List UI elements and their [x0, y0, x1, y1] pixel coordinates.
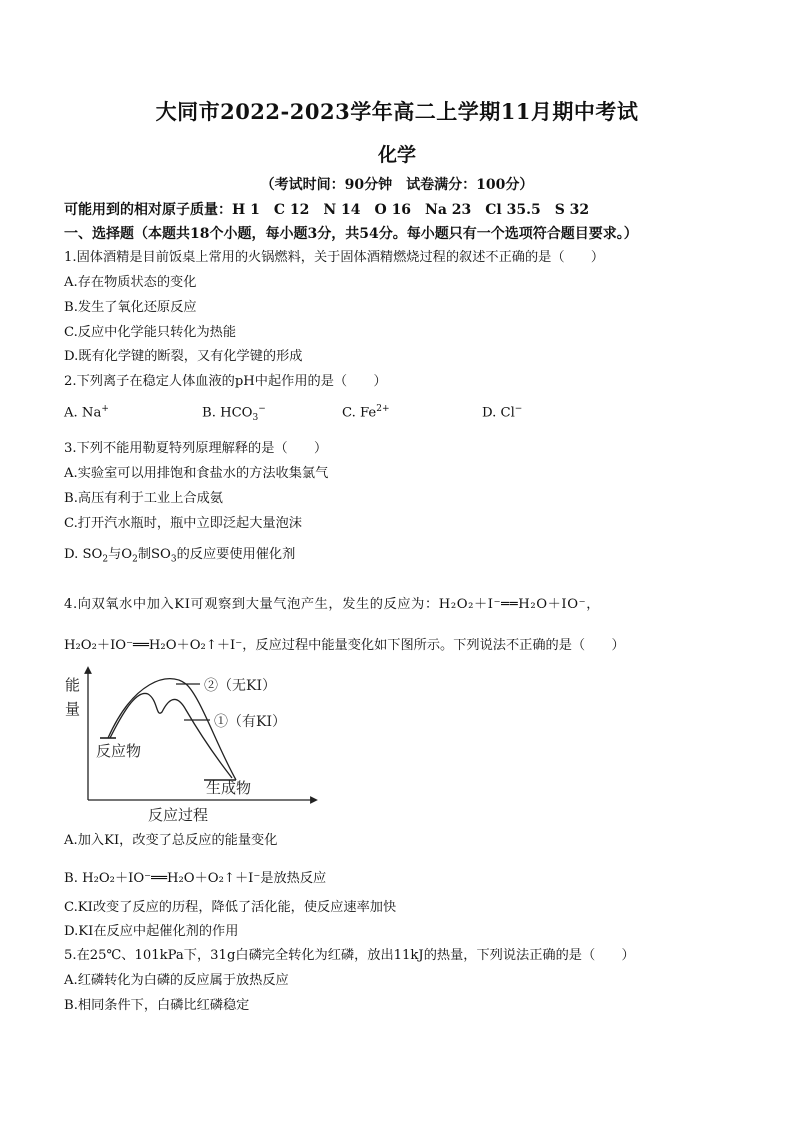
- curve1-label: ①（有KI）: [214, 714, 286, 730]
- q3-option-c: C.打开汽水瓶时，瓶中立即泛起大量泡沫: [64, 516, 302, 531]
- q2-stem: 2.下列离子在稳定人体血液的pH中起作用的是（ ）: [64, 374, 387, 389]
- curve-with-ki: [110, 693, 232, 778]
- product-label: 生成物: [206, 779, 252, 797]
- q4-option-d: D.KI在反应中起催化剂的作用: [64, 924, 239, 939]
- q4-stem-line1: 4.向双氧水中加入KI可观察到大量气泡产生，发生的反应为：H₂O₂＋I⁻══H₂O＋IO⁻，: [64, 597, 601, 612]
- q1-option-b: B.发生了氧化还原反应: [64, 300, 197, 315]
- x-axis-label: 反应过程: [148, 806, 209, 824]
- q2-option-b: B. $HCO_3^-$: [202, 404, 266, 424]
- subject-title: 化学: [377, 144, 416, 166]
- q3-stem: 3.下列不能用勒夏特列原理解释的是（ ）: [64, 441, 328, 456]
- q3-option-b: B.高压有利于工业上合成氨: [64, 491, 223, 506]
- q2-option-d: D. Cl−: [482, 404, 523, 421]
- q1-option-d: D.既有化学键的断裂，又有化学键的形成: [64, 349, 303, 364]
- exam-info: （考试时间：90分钟 试卷满分：100分）: [260, 177, 534, 193]
- y-axis-label-1: 能: [65, 676, 81, 694]
- q4-stem-line2: H₂O₂＋IO⁻══H₂O＋O₂↑＋I⁻，反应过程中能量变化如下图所示。下列说法不正确的是（ ）: [64, 638, 625, 653]
- q1-stem: 1.固体酒精是目前饭桌上常用的火锅燃料，关于固体酒精燃烧过程的叙述不正确的是（ ）: [64, 250, 605, 265]
- section-heading: 一、选择题（本题共18个小题，每小题3分，共54分。每小题只有一个选项符合题目要求。）: [64, 226, 638, 242]
- q3-option-d: D. $SO_2$与$O_2$制$SO_3$的反应要使用催化剂: [64, 547, 296, 565]
- q4-option-b: B. H₂O₂＋IO⁻══H₂O＋O₂↑＋I⁻是放热反应: [64, 871, 327, 886]
- energy-diagram: [58, 664, 318, 826]
- q4-option-a: A.加入KI，改变了总反应的能量变化: [64, 833, 278, 848]
- q1-option-c: C.反应中化学能只转化为热能: [64, 325, 237, 340]
- curve2-label: ②（无KI）: [204, 678, 276, 694]
- q2-option-a: A. Na+: [64, 404, 109, 421]
- q4-option-c: C.KI改变了反应的历程，降低了活化能，使反应速率加快: [64, 900, 397, 915]
- y-axis-label-2: 量: [65, 700, 81, 718]
- page-title: 大同市2022-2023学年高二上学期11月期中考试: [155, 99, 639, 124]
- q5-stem: 5.在25℃、101kPa下，31g白磷完全转化为红磷，放出11kJ的热量，下列说法正确的是（ ）: [64, 948, 635, 963]
- atomic-masses: 可能用到的相对原子质量：H 1 C 12 N 14 O 16 Na 23 Cl 35.5 S 32: [64, 202, 590, 218]
- reactant-label: 反应物: [96, 742, 142, 760]
- q5-option-b: B.相同条件下，白磷比红磷稳定: [64, 998, 250, 1013]
- q1-option-a: A.存在物质状态的变化: [64, 275, 197, 290]
- q3-option-a: A.实验室可以用排饱和食盐水的方法收集氯气: [64, 466, 329, 481]
- q2-option-c: C. $Fe^{2+}$: [342, 404, 390, 421]
- q5-option-a: A.红磷转化为白磷的反应属于放热反应: [64, 973, 289, 988]
